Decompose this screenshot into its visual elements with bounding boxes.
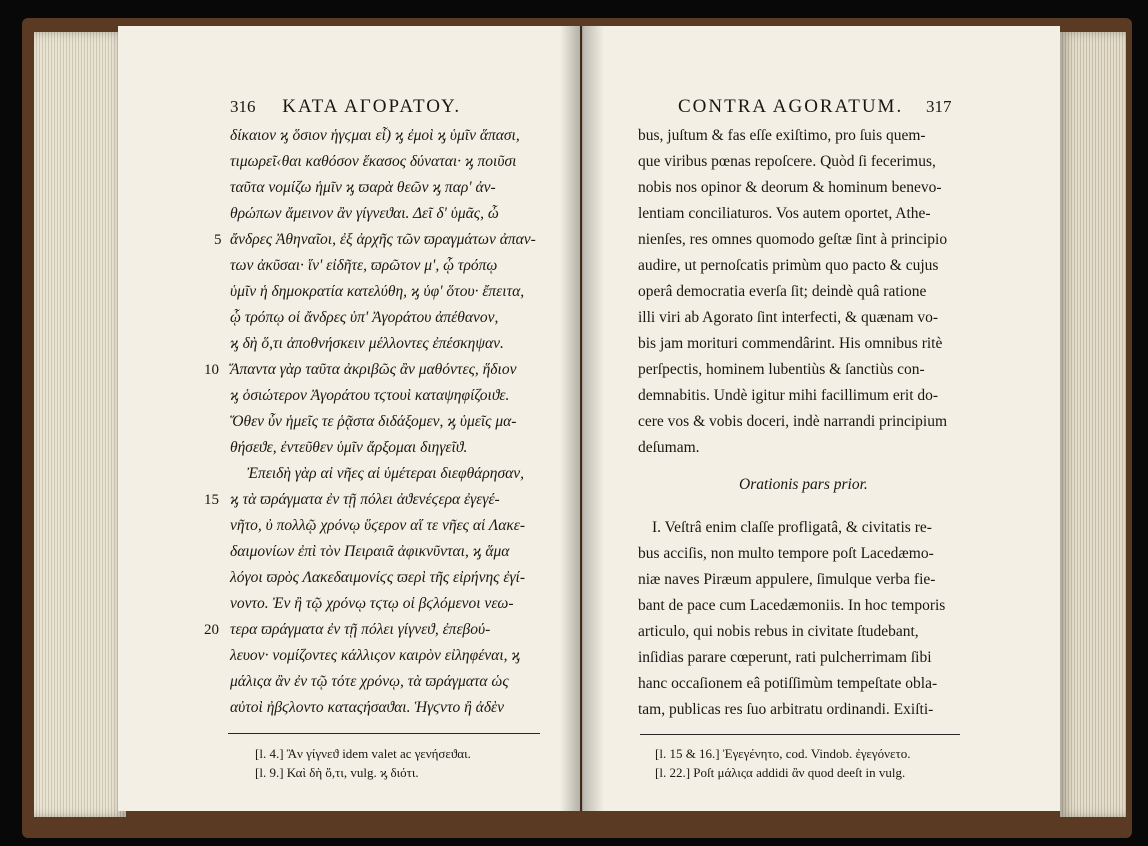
greek-line: δαιμονίων ἐπὶ τὸν Πειραιᾶ ἀφικνῦνται, ϗ ἅμα bbox=[230, 543, 510, 560]
latin-line: inſidias parare cœperunt, rati pulcherrimam ſibi bbox=[638, 649, 932, 666]
greek-line: νῆτο, ὐ πολλῷ χρόνῳ ὕϛερον αἵ τε νῆες αἱ Λακε- bbox=[230, 517, 526, 534]
latin-line: illi viri ab Agorato ſint interfecti, & quænam vo- bbox=[638, 309, 939, 326]
latin-line: audire, ut pernoſcatis primùm quo pacto & cujus bbox=[638, 257, 939, 274]
greek-line: λόγοι ϖρὸς Λακεδαιμονίϛς ϖερὶ τῆς εἰρήνης ἐγί- bbox=[230, 569, 526, 586]
footnote-rule bbox=[228, 733, 540, 734]
footnote: [l. 4.] Ἂν γίγνεϑ idem valet ac γενήσεϑαι. bbox=[255, 746, 471, 761]
latin-line: operâ democratia everſa ſit; deindè quâ ratione bbox=[638, 283, 927, 300]
right-running-header bbox=[678, 96, 951, 118]
greek-line: θήσεϑε, ἐντεῦθεν ὑμῖν ἄρξομαι διηγεῖϑ. bbox=[230, 439, 468, 456]
right-running-head: CONTRA AGORATUM. bbox=[678, 96, 904, 117]
greek-line: των ἀκῦσαι· ἵν' εἰδῆτε, ϖρῶτον μ', ᾧ τρόπῳ bbox=[230, 257, 498, 274]
greek-line: τιμωρεῖ‹θαι καθόσον ἕκασος δύναται· ϗ ποιῦσι bbox=[230, 153, 517, 170]
right-page-edges bbox=[1060, 32, 1126, 817]
latin-line: bis jam morituri commendârint. His omnibus ritè bbox=[638, 335, 943, 352]
footnote: [l. 9.] Καὶ δὴ ὅ,τι, vulg. ϗ διότι. bbox=[255, 765, 419, 780]
line-number: 5 bbox=[214, 232, 222, 248]
latin-line: que viribus pœnas repoſcere. Quòd ſi fecerimus, bbox=[638, 153, 936, 170]
greek-line: ϗ δὴ ὅ,τι ἀποθνήσκειν μέλλοντες ἐπέσκηψαν. bbox=[230, 335, 504, 352]
greek-line: Ἅπαντα γὰρ ταῦτα ἀκριβῶς ἂν μαθόντες, ἥδιον bbox=[230, 361, 517, 378]
greek-line: ἄνδρες Ἀθηναῖοι, ἐξ ἀρχῆς τῶν ϖραγμάτων ἀπαν- bbox=[230, 231, 536, 248]
greek-line: Ἐπειδὴ γὰρ αἱ νῆες αἱ ὑμέτεραι διεφθάρησαν, bbox=[247, 465, 524, 482]
latin-line: cere vos & vobis doceri, indè narrandi principium bbox=[638, 413, 948, 430]
latin-line: I. Veſtrâ enim claſſe profligatâ, & civitatis re- bbox=[652, 519, 932, 536]
latin-line: bus acciſis, non multo tempore poſt Lacedæmo- bbox=[638, 545, 934, 562]
latin-line: nobis nos opinor & deorum & hominum benevo- bbox=[638, 179, 942, 196]
latin-line: hanc occaſionem eâ potiſſimùm tempeſtate obla- bbox=[638, 675, 938, 692]
line-number: 15 bbox=[204, 492, 219, 508]
left-running-head: ΚΑΤΑ ΑΓΟΡΑΤΟΥ. bbox=[282, 96, 462, 117]
greek-line: ᾧ τρόπῳ οἱ ἄνδρες ὑπ' Ἀγοράτου ἀπέθανον, bbox=[230, 309, 499, 326]
book-gutter bbox=[560, 26, 604, 811]
latin-line: perſpectis, hominem lubentiùs & ſanctiùs con- bbox=[638, 361, 925, 378]
footnote: [l. 15 & 16.] Ἐγεγένητο, cod. Vindob. ἐγεγόνετο. bbox=[655, 746, 911, 761]
line-number: 10 bbox=[204, 362, 219, 378]
line-number: 20 bbox=[204, 622, 219, 638]
section-heading: Orationis pars prior. bbox=[739, 476, 868, 493]
left-page-number: 316 bbox=[230, 97, 256, 116]
greek-line: θρώπων ἄμεινον ἂν γίγνεϑαι. Δεῖ δ' ὑμᾶς, ὦ bbox=[230, 205, 499, 222]
greek-line: λευον· νομίζοντες κάλλιςον καιρὸν εἰληφέναι, ϗ bbox=[230, 647, 521, 664]
greek-line: ταῦτα νομίζω ἡμῖν ϗ ϖαρὰ θεῶν ϗ παρ' ἀν- bbox=[230, 179, 496, 196]
footnote: [l. 22.] Poſt μάλιςα addidi ἂν quod deeſt in vulg. bbox=[655, 765, 906, 780]
greek-line: αὐτοὶ ἠβϛλοντο καταςήσαϑαι. Ἡγϛντο ἢ ἀδὲν bbox=[230, 699, 505, 716]
latin-line: bant de pace cum Lacedæmoniis. In hoc temporis bbox=[638, 597, 946, 614]
latin-line: deſumam. bbox=[638, 439, 700, 456]
greek-line: δίκαιον ϗ ὅσιον ἡγϛμαι εἶ) ϗ ἐμοὶ ϗ ὑμῖν ἅπασι, bbox=[230, 127, 520, 144]
greek-line: ϗ τὰ ϖράγματα ἐν τῇ πόλει ἀϑενέϛερα ἐγεγέ- bbox=[230, 491, 500, 508]
latin-line: articulo, qui nobis rebus in civitate ſtudebant, bbox=[638, 623, 919, 640]
latin-line: niæ naves Piræum appulere, ſimulque verba fie- bbox=[638, 571, 936, 588]
greek-line: ϗ ὁσιώτερον Ἀγοράτου τϛτουὶ καταψηφίζοιϑε. bbox=[230, 387, 510, 404]
latin-line: nienſes, res omnes quomodo geſtæ ſint à principio bbox=[638, 231, 948, 248]
right-page-number: 317 bbox=[925, 97, 952, 116]
latin-line: bus, juſtum & fas eſſe exiſtimo, pro ſuis quem- bbox=[638, 127, 926, 144]
greek-line: Ὅθεν ὖν ἡμεῖς τε ῥᾷστα διδάξομεν, ϗ ὑμεῖς μα- bbox=[230, 413, 517, 430]
left-page-edges bbox=[34, 32, 126, 817]
greek-line: μάλιςα ἂν ἐν τῷ τότε χρόνῳ, τὰ ϖράγματα ὡς bbox=[230, 673, 509, 690]
latin-line: demnabitis. Undè igitur mihi facillimum erit do- bbox=[638, 387, 939, 404]
footnote-rule bbox=[640, 734, 960, 735]
left-running-header bbox=[230, 96, 461, 118]
greek-line: ὑμῖν ἡ δημοκρατία κατελύθη, ϗ ὑφ' ὅτου· ἔπειτα, bbox=[230, 283, 525, 300]
greek-line: νοντο. Ἐν ἢ τῷ χρόνῳ τϛτῳ οἱ βϛλόμενοι νεω- bbox=[230, 595, 514, 612]
greek-line: τερα ϖράγματα ἐν τῇ πόλει γίγνεϑ, ἐπεβού- bbox=[230, 621, 491, 638]
latin-line: lentiam conciliaturos. Vos autem oportet, Athe- bbox=[638, 205, 931, 222]
latin-line: tam, publicas res ſuo arbitratu ordinandi. Exiſti- bbox=[638, 701, 934, 718]
